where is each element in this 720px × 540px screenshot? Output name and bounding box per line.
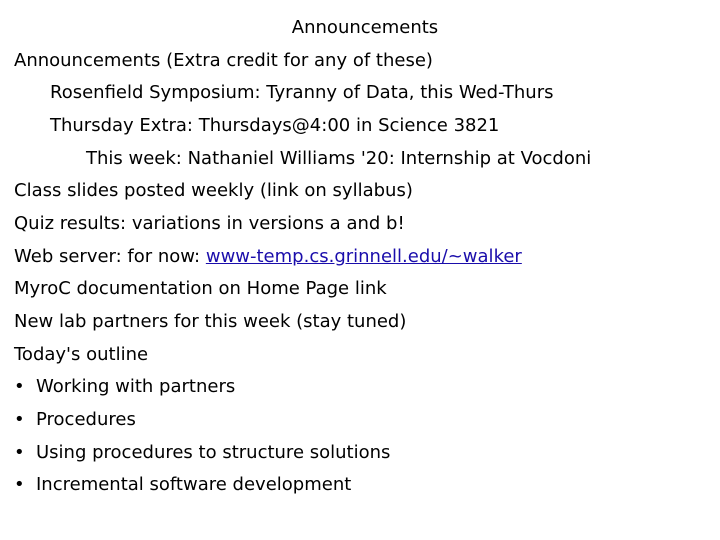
bullet-icon: • xyxy=(14,376,25,397)
outline-item xyxy=(14,408,136,432)
this-week-item: This week: Nathaniel Williams '20: Internship at Vocdoni xyxy=(86,148,592,169)
quiz-results-item: Quiz results: variations in versions a and b! xyxy=(14,213,405,234)
web-server-item xyxy=(14,245,522,269)
thursday-extra-item: Thursday Extra: Thursdays@4:00 in Science 3821 xyxy=(50,115,500,136)
bullet-icon: • xyxy=(14,442,25,463)
outline-item xyxy=(14,375,235,399)
myroc-item: MyroC documentation on Home Page link xyxy=(14,278,387,299)
announcements-heading: Announcements (Extra credit for any of these) xyxy=(14,50,433,71)
bullet-icon: • xyxy=(14,409,25,430)
web-server-link[interactable]: www-temp.cs.grinnell.edu/~walker xyxy=(205,246,522,267)
lab-partners-item: New lab partners for this week (stay tuned) xyxy=(14,311,407,332)
class-slides-item: Class slides posted weekly (link on syllabus) xyxy=(14,180,413,201)
outline-item-label: Incremental software development xyxy=(36,474,352,495)
outline-heading: Today's outline xyxy=(14,344,149,365)
web-server-label: Web server: for now: xyxy=(14,246,206,267)
outline-item-label: Procedures xyxy=(36,409,136,430)
outline-item-label: Working with partners xyxy=(36,376,236,397)
outline-item xyxy=(14,473,351,497)
bullet-icon: • xyxy=(14,474,25,495)
symposium-item: Rosenfield Symposium: Tyranny of Data, this Wed-Thurs xyxy=(50,82,554,103)
outline-item-label: Using procedures to structure solutions xyxy=(36,442,391,463)
outline-item xyxy=(14,441,390,465)
slide-title: Announcements xyxy=(291,17,439,38)
